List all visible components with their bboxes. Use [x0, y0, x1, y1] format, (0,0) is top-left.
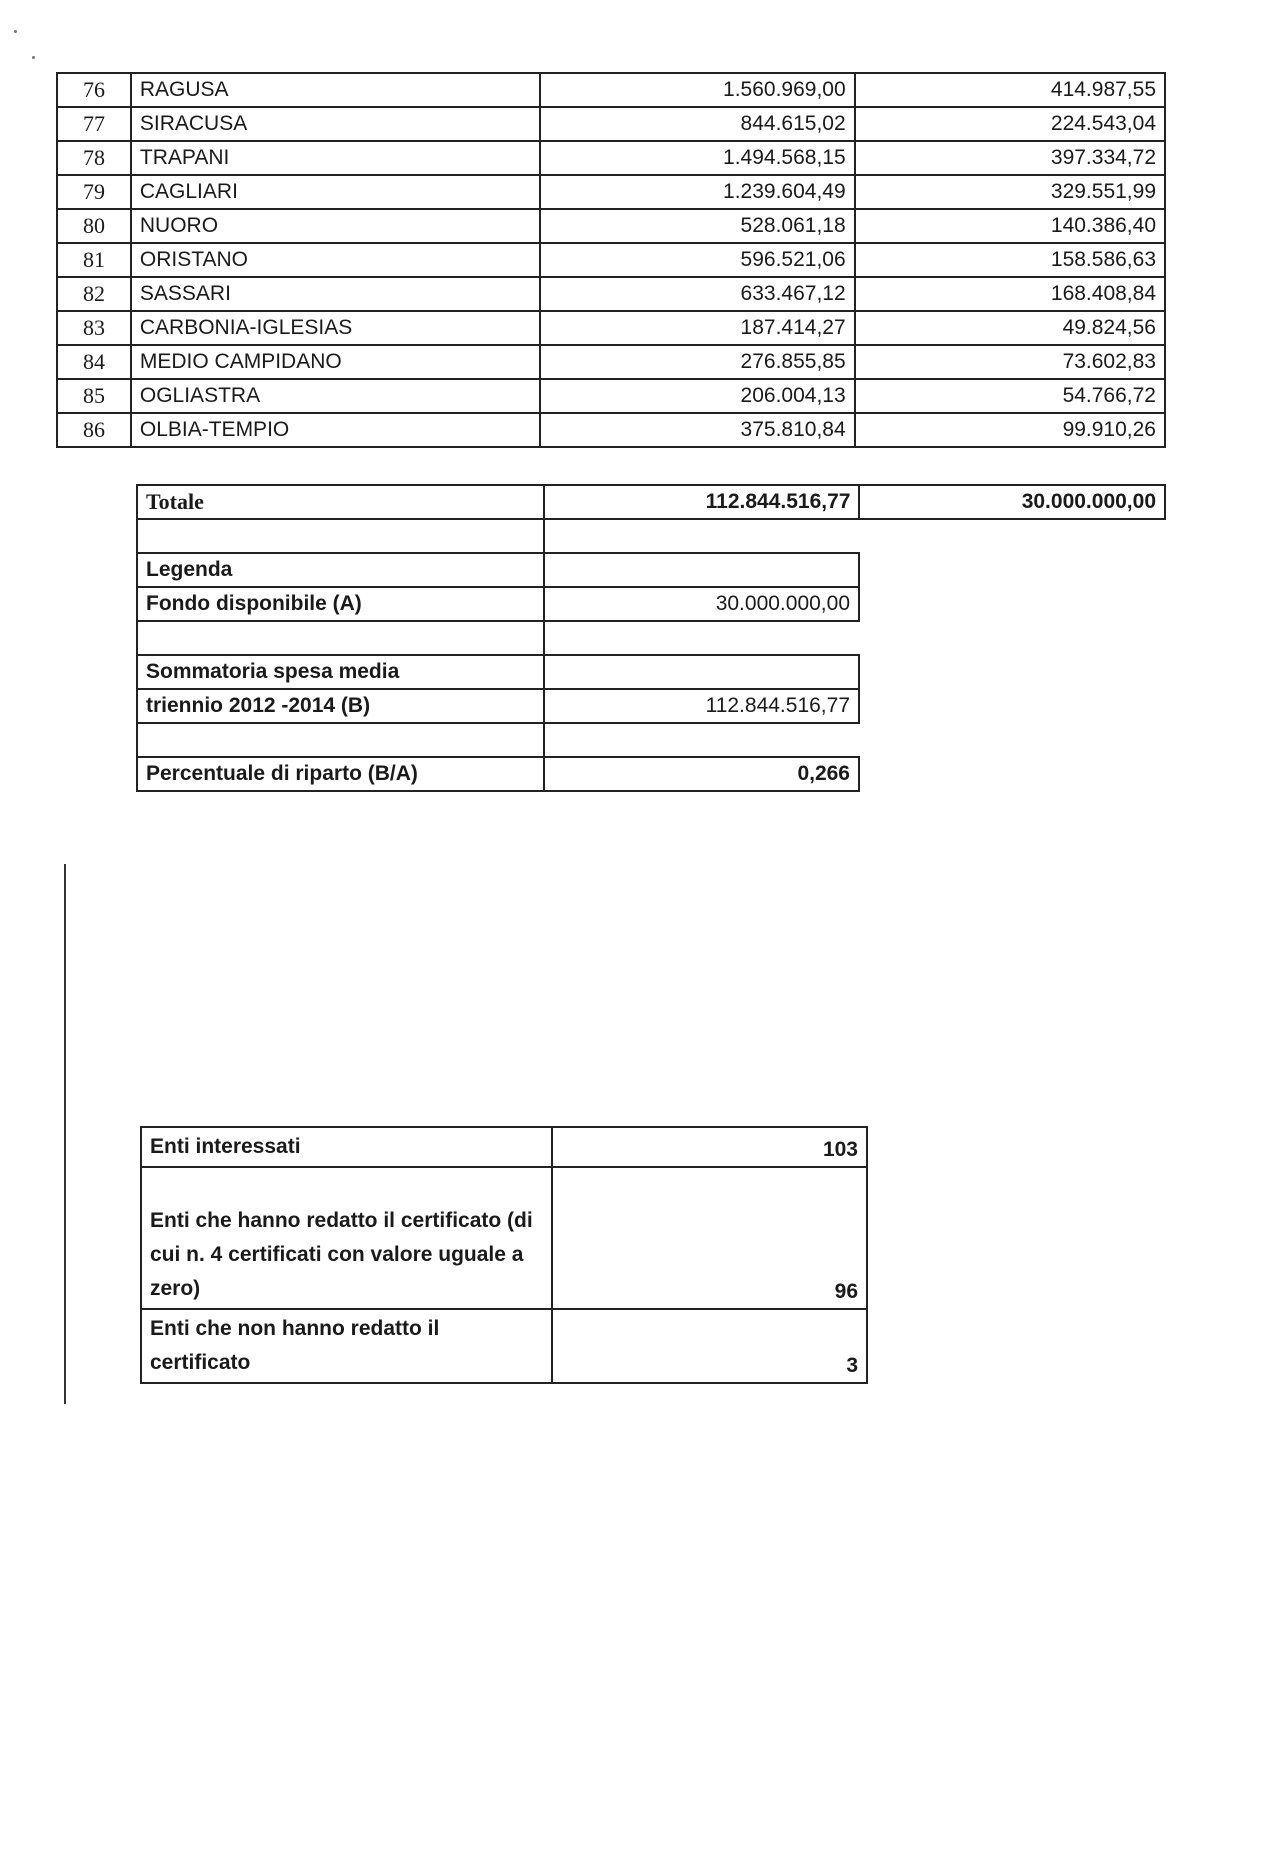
enti-redatto-row [141, 1167, 867, 1309]
province-name: NUORO [131, 209, 540, 243]
enti-non-redatto-value: 3 [552, 1309, 867, 1383]
province-name: OLBIA-TEMPIO [131, 413, 540, 447]
enti-interessati-label: Enti interessati [141, 1127, 552, 1167]
enti-redatto-label: Enti che hanno redatto il certificato (di cui n. 4 certificati con valore uguale a zero) [141, 1167, 552, 1309]
enti-interessati-value: 103 [552, 1127, 867, 1167]
province-name: SIRACUSA [131, 107, 540, 141]
spesa-media-value: 528.061,18 [540, 209, 854, 243]
sommatoria-value: 112.844.516,77 [544, 689, 859, 723]
row-number: 84 [57, 345, 131, 379]
riparto-value: 329.551,99 [855, 175, 1165, 209]
totale-value-2: 30.000.000,00 [859, 485, 1165, 519]
spesa-media-value: 206.004,13 [540, 379, 854, 413]
percentuale-value: 0,266 [544, 757, 859, 791]
spacer-row [137, 621, 859, 655]
row-number: 80 [57, 209, 131, 243]
riparto-value: 49.824,56 [855, 311, 1165, 345]
percentuale-row [137, 757, 859, 791]
table-row [57, 209, 1165, 243]
row-number: 85 [57, 379, 131, 413]
percentuale-label: Percentuale di riparto (B/A) [137, 757, 544, 791]
province-name: RAGUSA [131, 73, 540, 107]
row-number: 77 [57, 107, 131, 141]
table-row [57, 277, 1165, 311]
riparto-value: 158.586,63 [855, 243, 1165, 277]
spesa-media-value: 596.521,06 [540, 243, 854, 277]
fondo-row [137, 587, 859, 621]
table-row [57, 243, 1165, 277]
spesa-media-value: 633.467,12 [540, 277, 854, 311]
totale-row [137, 485, 1165, 519]
row-number: 79 [57, 175, 131, 209]
riparto-value: 140.386,40 [855, 209, 1165, 243]
spesa-media-value: 1.239.604,49 [540, 175, 854, 209]
spesa-media-value: 187.414,27 [540, 311, 854, 345]
table-row [57, 345, 1165, 379]
province-table-body [57, 73, 1165, 447]
sommatoria-row-2 [137, 689, 859, 723]
province-table [56, 72, 1166, 448]
totale-label: Totale [137, 485, 544, 519]
riparto-value: 224.543,04 [855, 107, 1165, 141]
province-name: ORISTANO [131, 243, 540, 277]
spesa-media-value: 276.855,85 [540, 345, 854, 379]
province-name: OGLIASTRA [131, 379, 540, 413]
spacer-row [137, 519, 859, 553]
spesa-media-value: 1.560.969,00 [540, 73, 854, 107]
legenda-title-row [137, 553, 859, 587]
row-number: 76 [57, 73, 131, 107]
sommatoria-row-1 [137, 655, 859, 689]
margin-line [64, 864, 66, 1404]
spesa-media-value: 1.494.568,15 [540, 141, 854, 175]
legenda-table [136, 518, 860, 792]
spacer-row [137, 723, 859, 757]
row-number: 83 [57, 311, 131, 345]
table-row [57, 175, 1165, 209]
legenda-title: Legenda [137, 553, 544, 587]
table-row [57, 141, 1165, 175]
scan-speck [14, 30, 17, 33]
riparto-value: 397.334,72 [855, 141, 1165, 175]
province-name: MEDIO CAMPIDANO [131, 345, 540, 379]
province-name: TRAPANI [131, 141, 540, 175]
enti-redatto-value: 96 [552, 1167, 867, 1309]
table-row [57, 107, 1165, 141]
province-name: CARBONIA-IGLESIAS [131, 311, 540, 345]
scan-speck [32, 56, 35, 59]
riparto-value: 99.910,26 [855, 413, 1165, 447]
table-row [57, 73, 1165, 107]
row-number: 78 [57, 141, 131, 175]
spesa-media-value: 844.615,02 [540, 107, 854, 141]
riparto-value: 168.408,84 [855, 277, 1165, 311]
fondo-value: 30.000.000,00 [544, 587, 859, 621]
row-number: 81 [57, 243, 131, 277]
row-number: 86 [57, 413, 131, 447]
enti-table [140, 1126, 868, 1384]
totale-value-1: 112.844.516,77 [544, 485, 860, 519]
row-number: 82 [57, 277, 131, 311]
table-row [57, 413, 1165, 447]
table-row [57, 379, 1165, 413]
table-row [57, 311, 1165, 345]
riparto-value: 54.766,72 [855, 379, 1165, 413]
sommatoria-label-1: Sommatoria spesa media [137, 655, 544, 689]
enti-non-redatto-label: Enti che non hanno redatto il certificato [141, 1309, 552, 1383]
enti-non-redatto-row [141, 1309, 867, 1383]
fondo-label: Fondo disponibile (A) [137, 587, 544, 621]
province-name: CAGLIARI [131, 175, 540, 209]
riparto-value: 414.987,55 [855, 73, 1165, 107]
enti-interessati-row [141, 1127, 867, 1167]
province-name: SASSARI [131, 277, 540, 311]
totale-table [136, 484, 1166, 520]
spesa-media-value: 375.810,84 [540, 413, 854, 447]
riparto-value: 73.602,83 [855, 345, 1165, 379]
sommatoria-label-2: triennio 2012 -2014 (B) [137, 689, 544, 723]
